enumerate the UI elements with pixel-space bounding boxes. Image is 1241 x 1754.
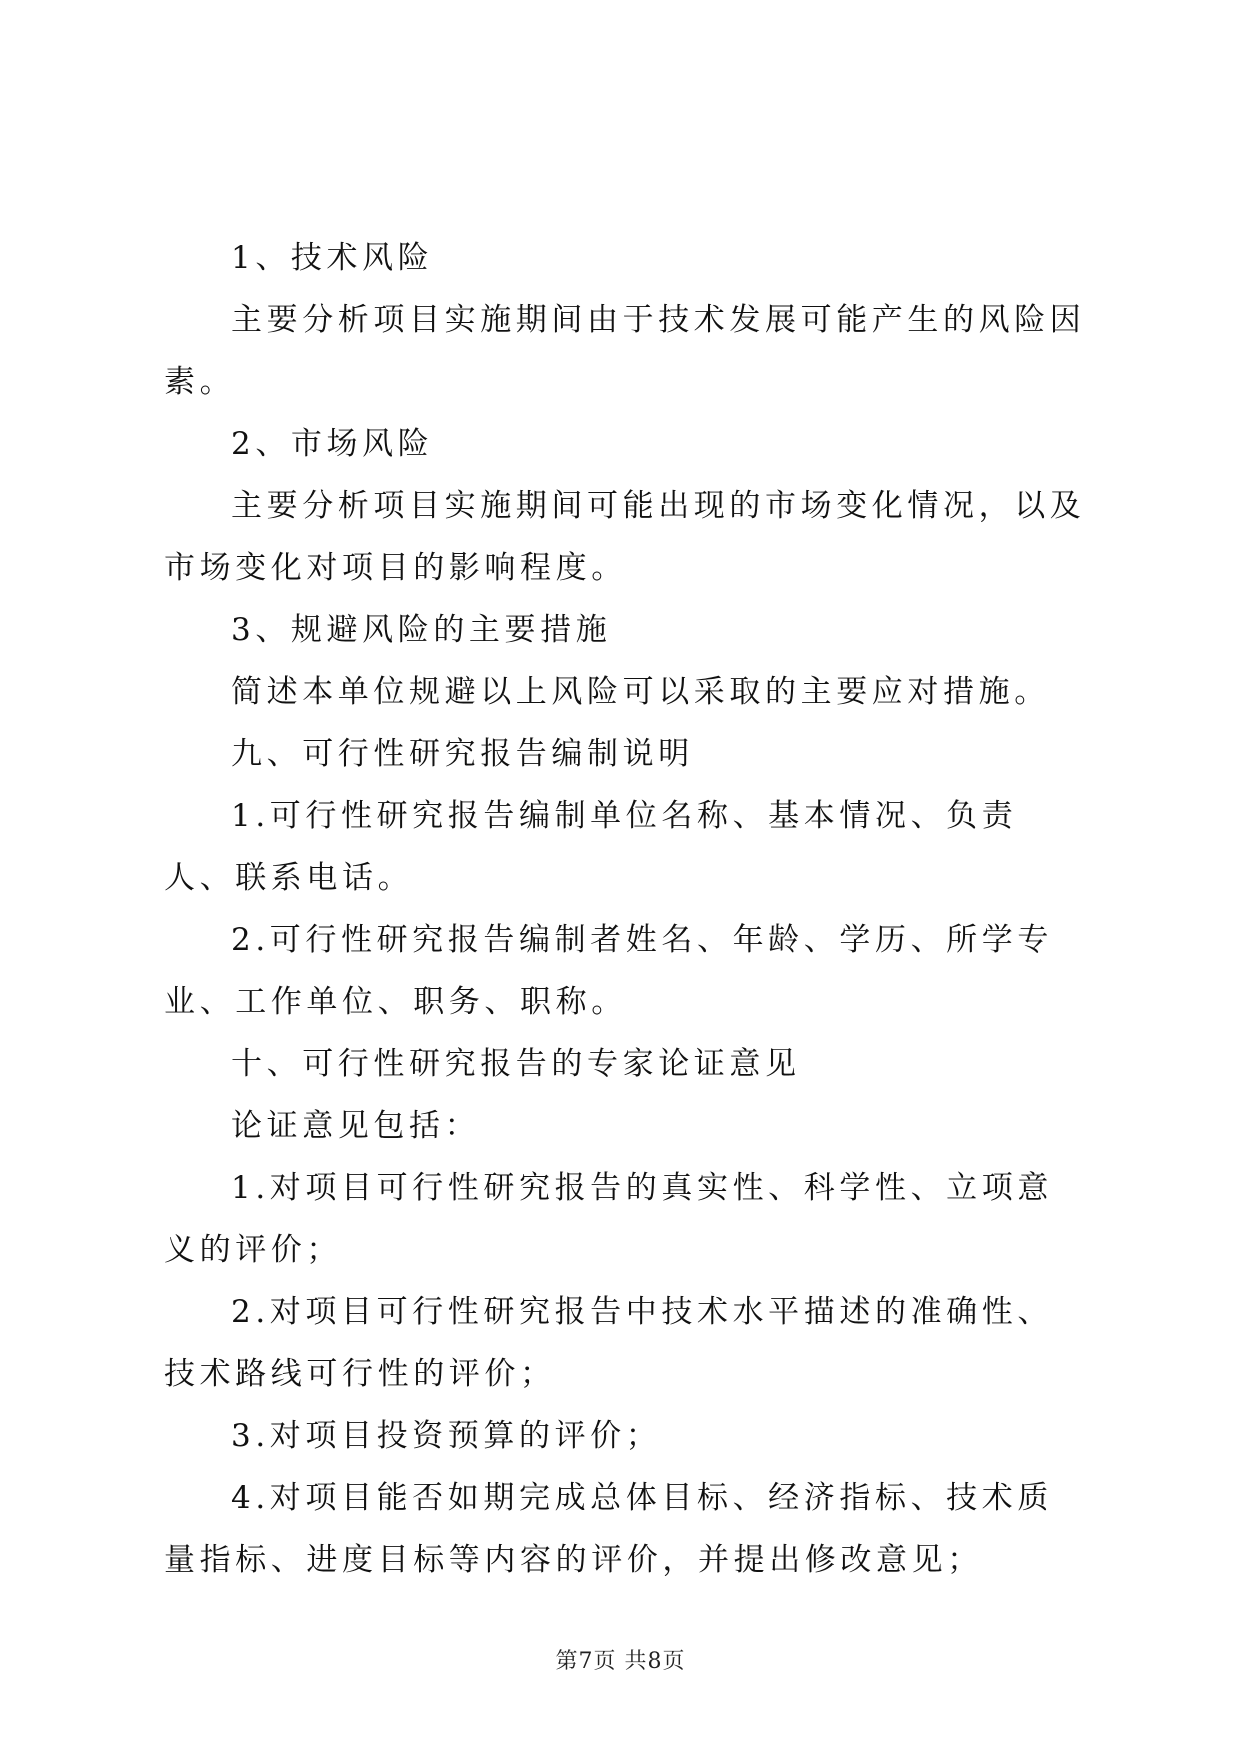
section-heading-10: 十、可行性研究报告的专家论证意见: [231, 1046, 801, 1082]
list-item-10-1: 1.对项目可行性研究报告的真实性、科学性、立项意义的评价；: [164, 1170, 1053, 1268]
list-item-9-1: 1.可行性研究报告编制单位名称、基本情况、负责人、联系电话。: [164, 798, 1018, 896]
section-heading-9: 九、可行性研究报告编制说明: [231, 736, 694, 772]
paragraph-risk-measures: 简述本单位规避以上风险可以采取的主要应对措施。: [231, 674, 1050, 710]
subheading-market-risk: 2、市场风险: [231, 426, 434, 462]
paragraph-market-risk: 主要分析项目实施期间可能出现的市场变化情况，以及市场变化对项目的影响程度。: [164, 488, 1086, 586]
subheading-risk-measures: 3、规避风险的主要措施: [231, 612, 612, 648]
paragraph-tech-risk: 主要分析项目实施期间由于技术发展可能产生的风险因素。: [164, 302, 1086, 400]
subheading-tech-risk: 1、技术风险: [231, 240, 434, 276]
page-number-footer: 第7页 共8页: [555, 1649, 686, 1674]
document-body: [164, 227, 1088, 1591]
list-item-10-4: 4.对项目能否如期完成总体目标、经济指标、技术质量指标、进度目标等内容的评价，并提出修改意见；: [164, 1480, 1053, 1578]
list-item-10-3: 3.对项目投资预算的评价；: [231, 1418, 662, 1454]
list-item-9-2: 2.可行性研究报告编制者姓名、年龄、学历、所学专业、工作单位、职务、职称。: [164, 922, 1053, 1020]
paragraph-opinion-intro: 论证意见包括：: [231, 1108, 481, 1144]
list-item-10-2: 2.对项目可行性研究报告中技术水平描述的准确性、技术路线可行性的评价；: [164, 1294, 1053, 1392]
